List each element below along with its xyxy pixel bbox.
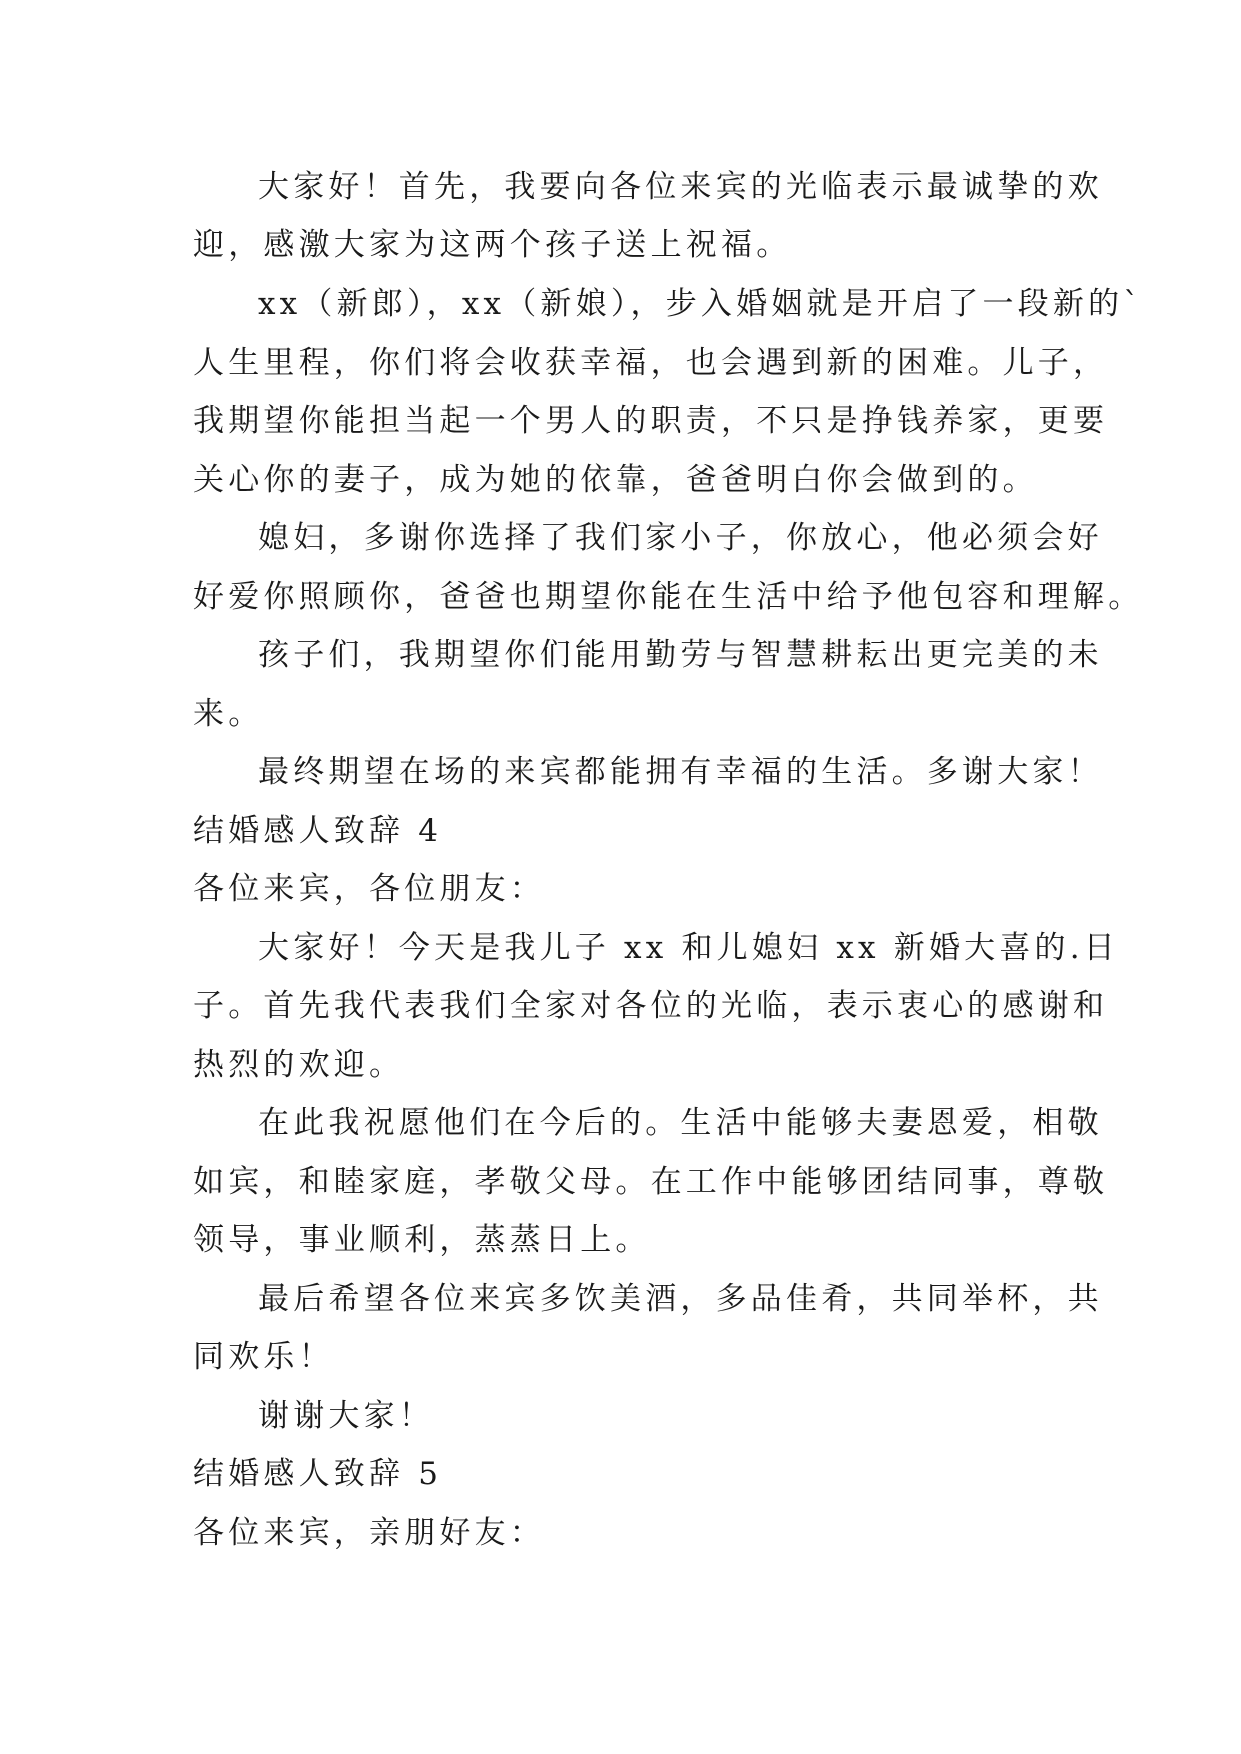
section-heading: 结婚感人致辞 5 — [193, 1456, 443, 1492]
paragraph-line: xx（新郎），xx（新娘），步入婚姻就是开启了一段新的` — [258, 286, 1144, 322]
paragraph-line: 来。 — [193, 696, 264, 732]
section-heading: 结婚感人致辞 4 — [193, 813, 443, 849]
paragraph-line: 最后希望各位来宾多饮美酒，多品佳肴，共同举杯，共 — [258, 1281, 1103, 1317]
paragraph-line: 最终期望在场的来宾都能拥有幸福的生活。多谢大家！ — [258, 754, 1103, 790]
paragraph-line: 如宾，和睦家庭，孝敬父母。在工作中能够团结同事，尊敬 — [193, 1164, 1109, 1200]
paragraph-line: 关心你的妻子，成为她的依靠，爸爸明白你会做到的。 — [193, 462, 1038, 498]
paragraph-line: 领导，事业顺利，蒸蒸日上。 — [193, 1222, 651, 1258]
paragraph-line: 迎，感激大家为这两个孩子送上祝福。 — [193, 227, 792, 263]
paragraph-line: 人生里程，你们将会收获幸福，也会遇到新的困难。儿子， — [193, 345, 1109, 381]
salutation-line: 各位来宾，各位朋友： — [193, 871, 545, 907]
paragraph-line: 同欢乐！ — [193, 1339, 334, 1375]
paragraph-line: 媳妇，多谢你选择了我们家小子，你放心，他必须会好 — [258, 520, 1103, 556]
salutation-line: 各位来宾，亲朋好友： — [193, 1515, 545, 1551]
paragraph-line: 大家好！今天是我儿子 xx 和儿媳妇 xx 新婚大喜的.日 — [258, 930, 1119, 966]
paragraph-line: 好爱你照顾你，爸爸也期望你能在生活中给予他包容和理解。 — [193, 579, 1144, 615]
paragraph-line: 在此我祝愿他们在今后的。生活中能够夫妻恩爱，相敬 — [258, 1105, 1103, 1141]
paragraph-line: 子。首先我代表我们全家对各位的光临，表示衷心的感谢和 — [193, 988, 1109, 1024]
paragraph-line: 谢谢大家！ — [258, 1398, 434, 1434]
paragraph-line: 我期望你能担当起一个男人的职责，不只是挣钱养家，更要 — [193, 403, 1109, 439]
paragraph-line: 热烈的欢迎。 — [193, 1047, 405, 1083]
paragraph-line: 大家好！首先，我要向各位来宾的光临表示最诚挚的欢 — [258, 169, 1103, 205]
paragraph-line: 孩子们，我期望你们能用勤劳与智慧耕耘出更完美的未 — [258, 637, 1103, 673]
